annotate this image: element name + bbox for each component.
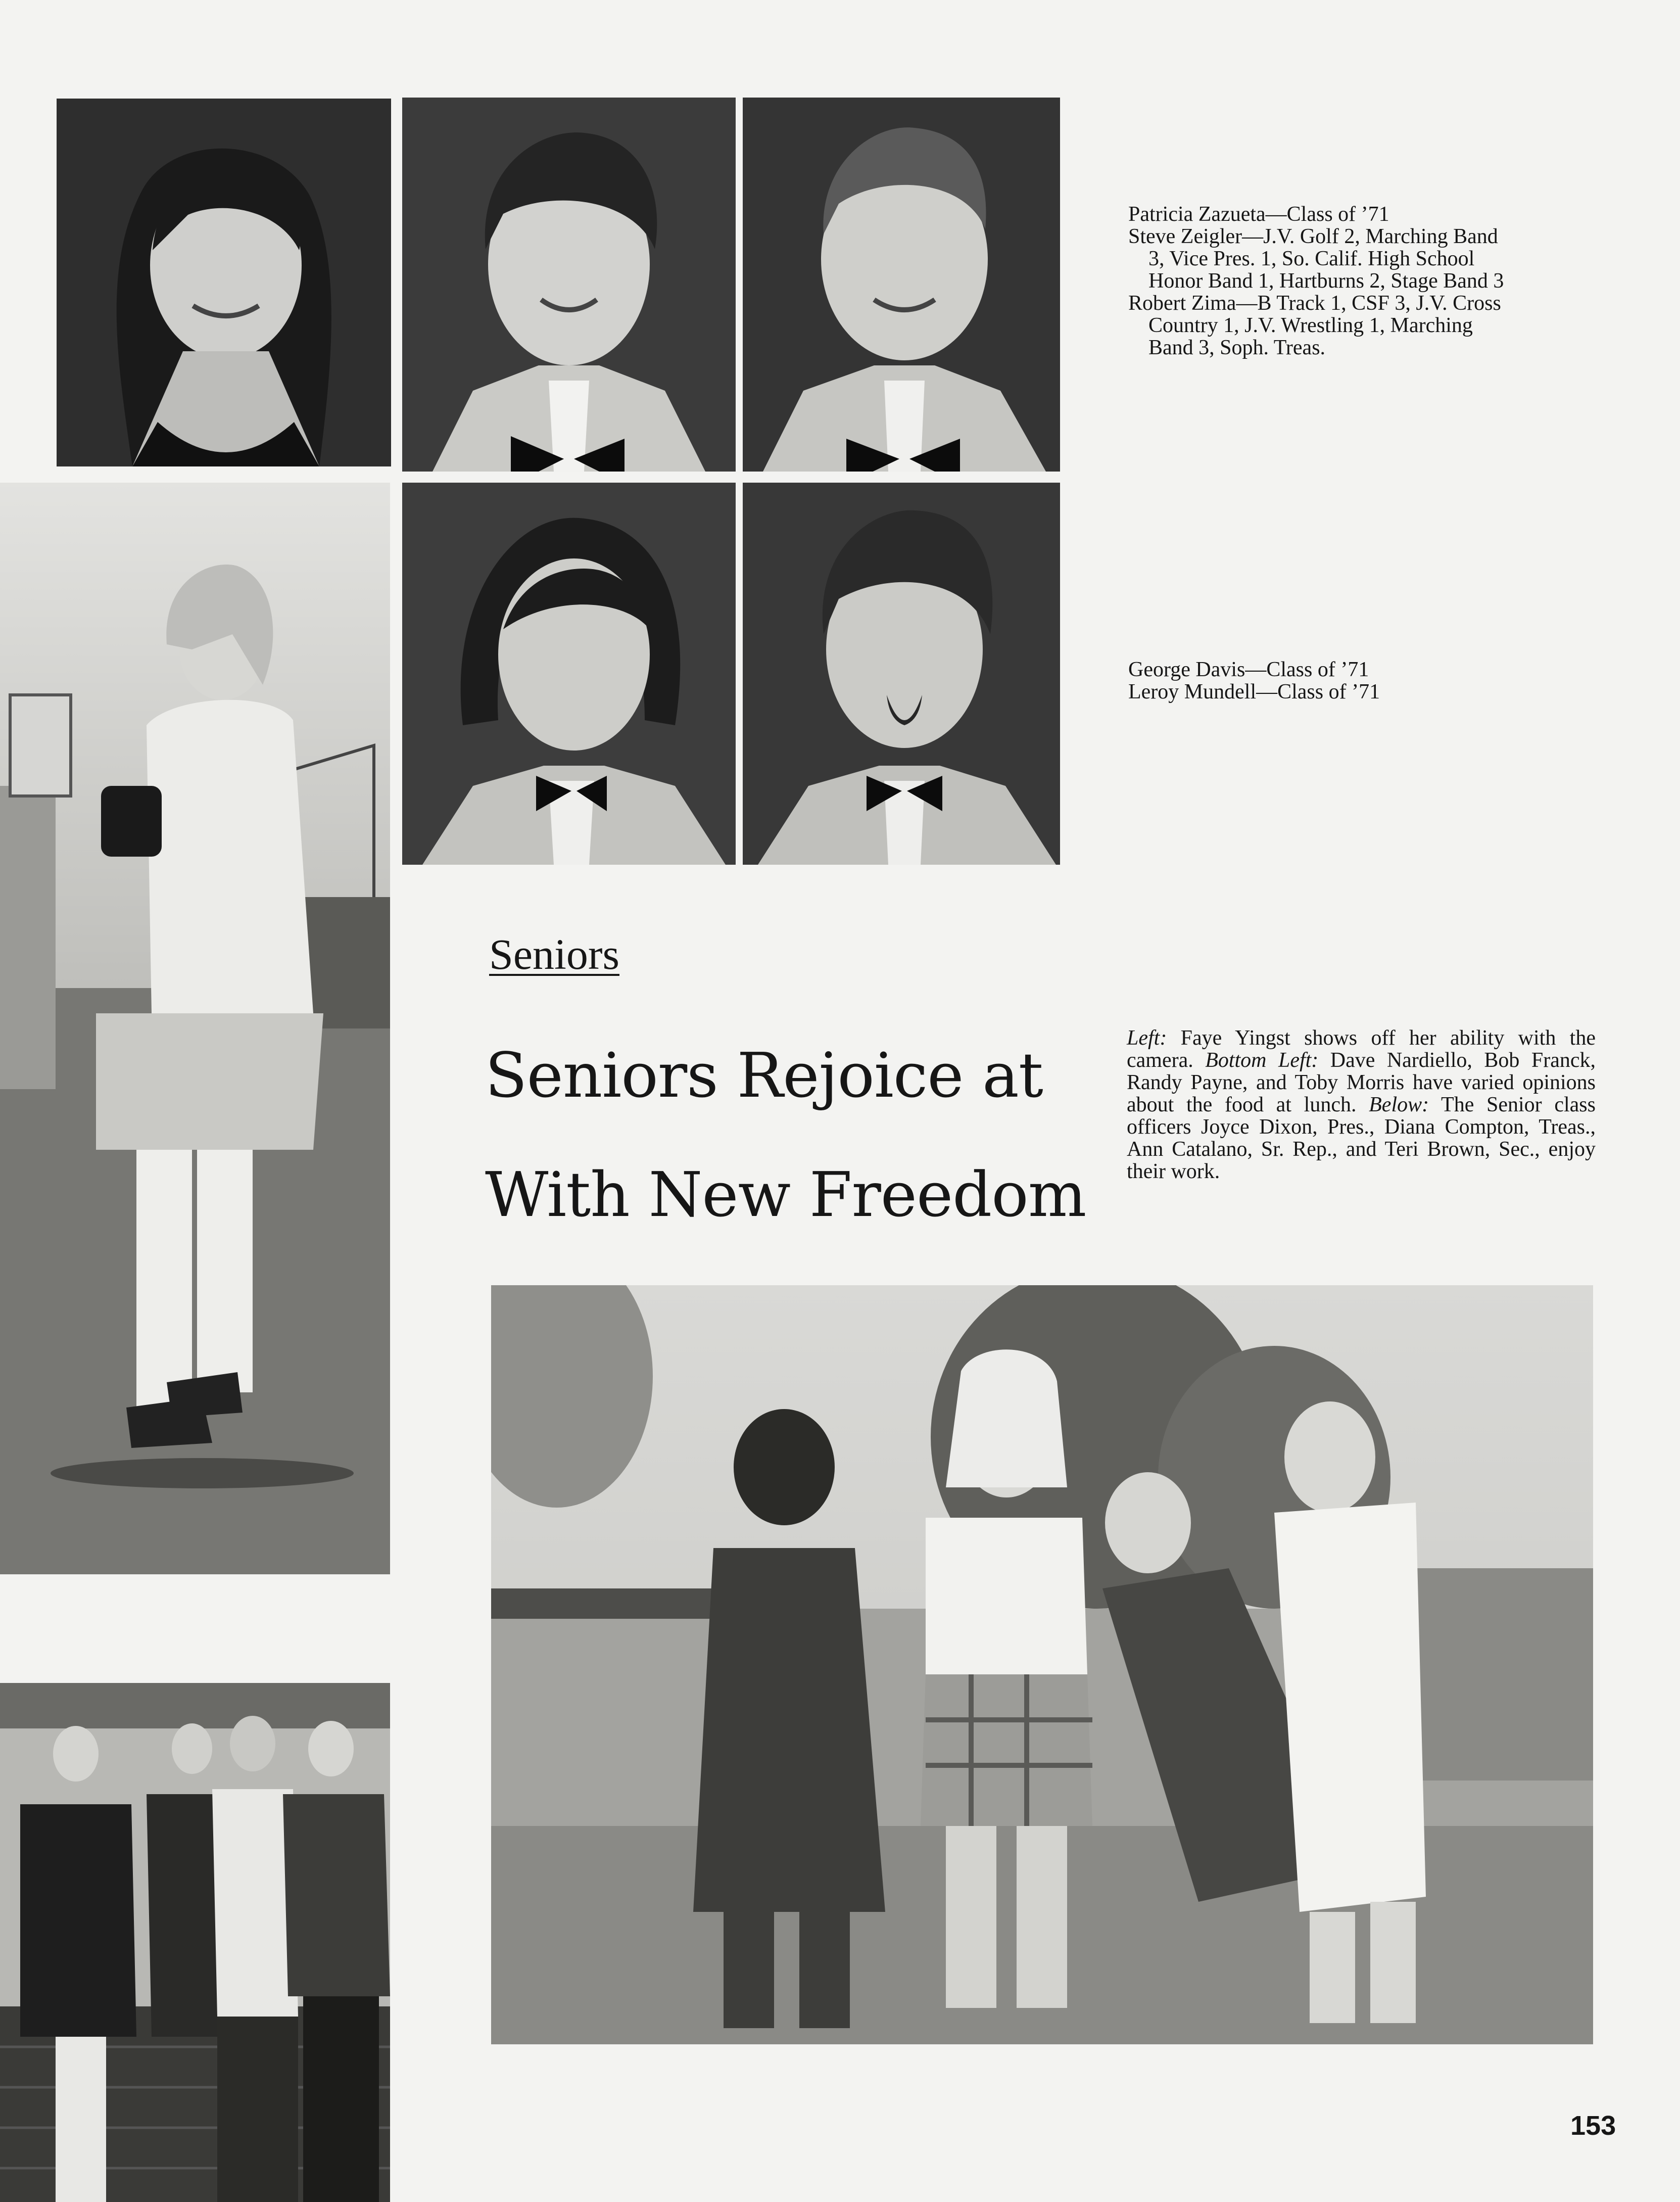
caption-line: 3, Vice Pres. 1, So. Calif. High School — [1148, 247, 1475, 270]
caption-label-below: Below: — [1369, 1093, 1429, 1116]
headline — [485, 1016, 1122, 1254]
photo-senior-class-officers — [491, 1285, 1593, 2044]
portrait-george-davis — [402, 483, 736, 865]
caption-line: Robert Zima—B Track 1, CSF 3, J.V. Cross — [1128, 292, 1501, 315]
portrait-steve-zeigler — [402, 98, 736, 472]
portrait-caption-bottom — [1128, 659, 1596, 703]
caption-line: Leroy Mundell—Class of ’71 — [1128, 680, 1380, 704]
photo-caption — [1127, 1027, 1596, 1183]
caption-line: Honor Band 1, Hartburns 2, Stage Band 3 — [1148, 269, 1504, 293]
caption-line: Patricia Zazueta—Class of ’71 — [1128, 203, 1389, 226]
caption-text-bottom-left: Dave Nardiello, Bob Franck, Randy Payne, and Toby Morris have varied opinions about the food at lunch. — [1127, 1049, 1596, 1116]
headline-line-1: Seniors Rejoice at — [485, 1040, 1043, 1111]
photo-four-seniors-lunch — [0, 1683, 390, 2202]
portrait-leroy-mundell — [743, 483, 1060, 865]
caption-label-left: Left: — [1127, 1026, 1167, 1050]
photo-faye-yingst-camera — [0, 483, 390, 1574]
portrait-patricia-zazueta — [57, 99, 391, 466]
caption-line: Band 3, Soph. Treas. — [1148, 336, 1326, 359]
portrait-caption-top — [1128, 203, 1596, 359]
section-label: Seniors — [489, 930, 619, 978]
caption-text-left: Faye Yingst shows off her ability with the camera. — [1127, 1026, 1596, 1072]
caption-line: Steve Zeigler—J.V. Golf 2, Marching Band — [1128, 225, 1498, 248]
caption-line: George Davis—Class of ’71 — [1128, 658, 1369, 681]
portrait-robert-zima — [743, 98, 1060, 472]
caption-line: Country 1, J.V. Wrestling 1, Marching — [1148, 314, 1473, 337]
headline-line-2: With New Freedom — [485, 1159, 1086, 1231]
caption-text-below: The Senior class officers Joyce Dixon, Pres., Diana Compton, Treas., Ann Catalano, Sr. Rep., and Teri Brown, Sec., enjoy their work. — [1127, 1093, 1596, 1183]
caption-label-bottom-left: Bottom Left: — [1205, 1049, 1319, 1072]
page-number: 153 — [1570, 2111, 1616, 2141]
